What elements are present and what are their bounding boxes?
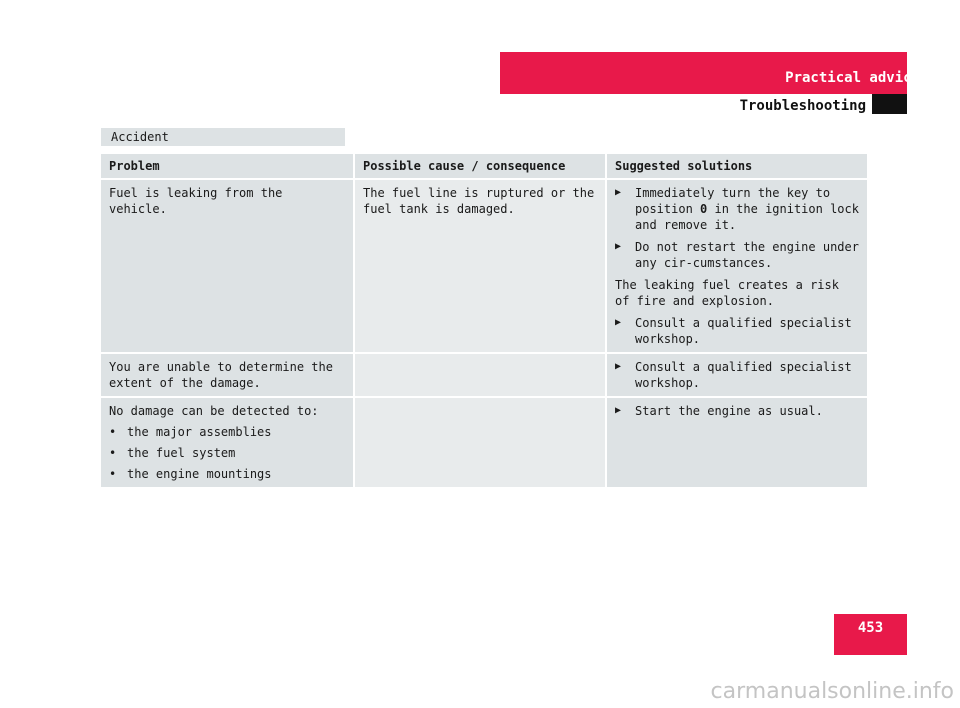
problem-cell: Fuel is leaking from the vehicle. [101,180,355,354]
list-item: • the fuel system [109,446,236,460]
watermark: carmanualsonline.info [710,679,954,704]
instruction-step: ▶ Consult a qualified specialist workshop. [615,316,852,346]
instruction-step: ▶ Start the engine as usual. [615,404,823,418]
arrow-icon: ▶ [615,187,622,198]
arrow-icon: ▶ [615,405,622,416]
cause-cell [355,354,607,398]
column-header-problem: Problem [101,154,355,180]
instruction-step: ▶ Immediately turn the key to position 0 in the ignition lock and remove it. [615,186,859,232]
warning-note: The leaking fuel creates a risk of fire and explosion. [615,278,839,308]
cause-cell [355,398,607,489]
problem-cell: You are unable to determine the extent of the damage. [101,354,355,398]
column-header-solutions: Suggested solutions [607,154,867,180]
column-header-cause: Possible cause / consequence [355,154,607,180]
arrow-icon: ▶ [615,317,622,328]
table-row [101,398,867,489]
chapter-title: Practical advice [785,70,920,86]
solutions-cell [607,398,867,489]
table-header-row [101,154,867,180]
list-item: • the major assemblies [109,425,272,439]
cause-cell: The fuel line is ruptured or the fuel tank is damaged. [355,180,607,354]
arrow-icon: ▶ [615,241,622,252]
problem-cell: No damage can be detected to: • the major assemblies • the fuel system • the engine mountings [101,398,355,489]
bullet-icon: • [109,467,117,481]
list-item: • the engine mountings [109,467,272,481]
bullet-icon: • [109,446,117,460]
table-row [101,354,867,398]
section-title: Troubleshooting [739,98,866,114]
bullet-icon: • [109,425,117,439]
solutions-cell [607,354,867,398]
instruction-step: ▶ Consult a qualified specialist workshop. [615,360,852,390]
solutions-cell [607,180,867,354]
table-caption: Accident [101,128,345,146]
instruction-step: ▶ Do not restart the engine under any cir-cumstances. [615,240,859,270]
header-marker [872,94,907,114]
troubleshooting-table [101,154,867,489]
arrow-icon: ▶ [615,361,622,372]
table-row [101,180,867,354]
page-number: 453 [834,614,907,655]
